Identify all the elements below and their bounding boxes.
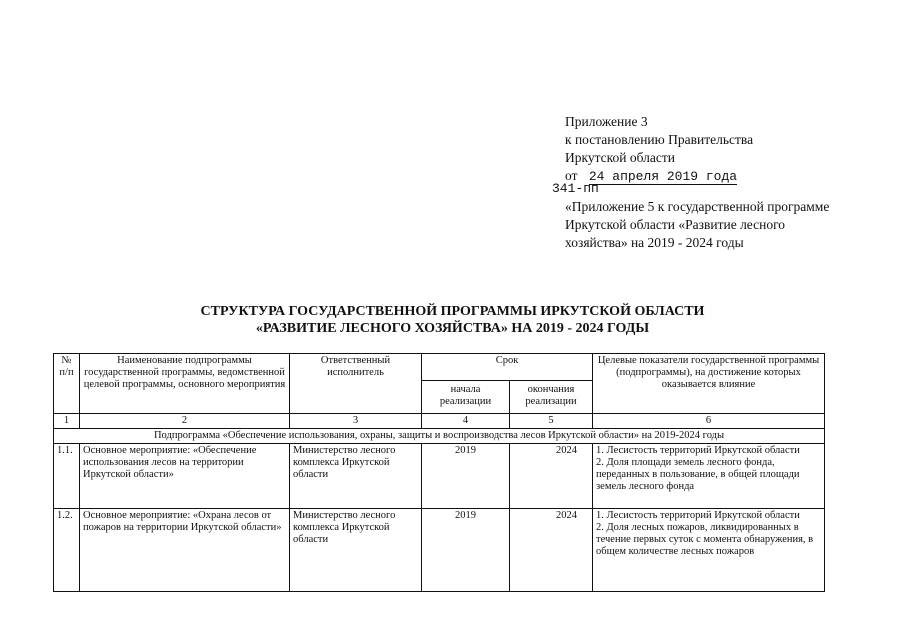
program-appendix-ref — [565, 198, 843, 252]
appendix-header — [565, 113, 843, 185]
appendix-date-line — [565, 167, 843, 185]
row-target-1: 1. Лесистость территорий Иркутской области — [596, 510, 800, 521]
col-number-3: 3 — [290, 414, 422, 429]
ref-program-line: к государственной программе — [657, 199, 830, 214]
header-term-end: окончания реализации — [510, 381, 593, 414]
col-number-4: 4 — [422, 414, 510, 429]
row-name: Основное мероприятие: «Охрана лесов от пожаров на территории Иркутской области» — [80, 509, 290, 592]
header-row — [54, 354, 825, 381]
header-num: № п/п — [54, 354, 80, 414]
row-name: Основное мероприятие: «Обеспечение использования лесов на территории Иркутской области» — [80, 444, 290, 509]
column-numbers-row — [54, 414, 825, 429]
row-num: 1.2. — [54, 509, 80, 592]
row-target-1: 1. Лесистость территорий Иркутской области — [596, 445, 800, 456]
row-end — [510, 509, 593, 592]
header-targets: Целевые показатели государственной программы (подпрограммы), на достижение которых оказывается влияние — [593, 354, 825, 414]
row-end — [510, 444, 593, 509]
word-k: к — [565, 132, 572, 147]
col-number-6: 6 — [593, 414, 825, 429]
appendix-region: Иркутской области — [565, 150, 676, 165]
appendix-number: Приложение 3 — [565, 114, 648, 129]
title-line-1: СТРУКТУРА ГОСУДАРСТВЕННОЙ ПРОГРАММЫ ИРКУТСКОЙ ОБЛАСТИ — [200, 304, 705, 319]
ref-program-name: Иркутской области «Развитие лесного хозяйства» на 2019 - 2024 годы — [565, 217, 786, 250]
word-resolution: постановлению — [574, 132, 665, 147]
header-term-start: начала реализации — [422, 381, 510, 414]
ref-appendix-number: «Приложение 5 — [565, 199, 655, 214]
table-row — [54, 509, 825, 592]
col-number-1: 1 — [54, 414, 80, 429]
subprogram-row — [54, 429, 825, 444]
row-target-2: 2. Доля лесных пожаров, ликвидированных в течение первых суток с момента обнаружения, в общем количестве лесных пожаров — [596, 522, 814, 557]
program-structure-table — [53, 353, 825, 592]
appendix-resolution-line — [565, 131, 843, 149]
date-value: 24 апреля 2019 года — [588, 169, 738, 184]
title-line-2: «РАЗВИТИЕ ЛЕСНОГО ХОЗЯЙСТВА» НА 2019 - 2024 ГОДЫ — [255, 321, 650, 336]
row-end-value: 2024 — [556, 445, 578, 456]
row-end-value: 2024 — [556, 510, 578, 521]
row-num: 1.1. — [54, 444, 80, 509]
row-executor: Министерство лесного комплекса Иркутской области — [290, 509, 422, 592]
table-row — [54, 444, 825, 509]
header-name: Наименование подпрограммы государственной программы, ведомственной целевой программы, основного мероприятия — [80, 354, 290, 414]
row-start: 2019 — [422, 444, 510, 509]
row-start: 2019 — [422, 509, 510, 592]
subprogram-title: Подпрограмма «Обеспечение использования, охраны, защиты и воспроизводства лесов Иркутской области» на 2019-2024 годы — [54, 429, 825, 444]
document-title — [0, 303, 905, 337]
col-number-2: 2 — [80, 414, 290, 429]
col-number-5: 5 — [510, 414, 593, 429]
header-term: Срок — [422, 354, 593, 381]
date-prefix: от — [565, 168, 578, 183]
row-targets — [593, 444, 825, 509]
row-executor: Министерство лесного комплекса Иркутской области — [290, 444, 422, 509]
resolution-number: 341-пп — [552, 181, 599, 196]
header-executor: Ответственный исполнитель — [290, 354, 422, 414]
row-targets — [593, 509, 825, 592]
word-government: Правительства — [668, 132, 754, 147]
row-target-2: 2. Доля площади земель лесного фонда, переданных в пользование, в общей площади земель лесного фонда — [596, 457, 800, 492]
